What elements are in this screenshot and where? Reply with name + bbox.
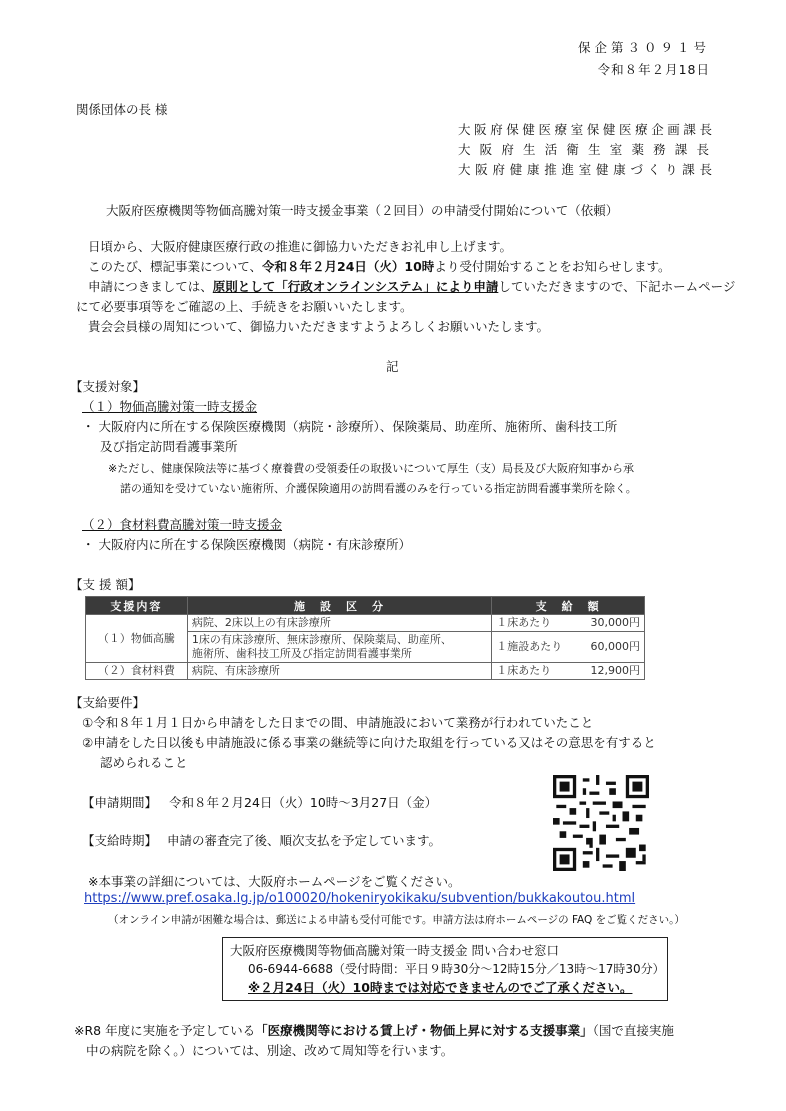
requirement-2-line2: 認められること: [100, 755, 188, 770]
online-application-note: （オンライン申請が困難な場合は、郵送による申請も受付可能です。申請方法は府ホームページの FAQ をご覧ください。）: [108, 914, 685, 926]
payment-label: 【支給時期】: [82, 833, 158, 848]
document-date: 令和８年２月18日: [597, 62, 710, 77]
body-paragraph-4: 貴会会員様の周知について、御協力いただきますようよろしくお願いいたします。: [88, 319, 550, 334]
requirement-2: ②申請をした日以後も申請施設に係る事業の継続等に向けた取組を行っている又はその意思を有すると: [82, 735, 656, 750]
group1-label: （１）物価高騰: [86, 615, 188, 663]
body-paragraph-3-line2: にて必要事項等をご確認の上、手続きをお願いいたします。: [76, 299, 413, 314]
body-paragraph-3: [88, 277, 735, 297]
online-system-note: 原則として「行政オンラインシステム」により申請: [212, 279, 499, 294]
target-sub1: （１）物価高騰対策一時支援金: [82, 399, 258, 414]
body-paragraph-2: [88, 257, 670, 277]
row3-amount: 12,900円: [590, 664, 640, 677]
target-note-line1: ※ただし、健康保険法等に基づく療養費の受領委任の取扱いについて厚生（支）局長及び大阪府知事から承: [108, 462, 634, 475]
footer-bold: 「医療機関等における賃上げ・物価上昇に対する支援事業」: [255, 1023, 593, 1038]
requirements-heading: 【支給要件】: [70, 695, 146, 710]
row2-amount: 60,000円: [590, 640, 640, 653]
group2-label: （２）食材料費: [86, 663, 188, 680]
application-period: [82, 793, 437, 811]
ki-marker: 記: [386, 359, 399, 374]
row3-amount-cell: [492, 663, 645, 680]
period-label: 【申請期間】: [82, 795, 158, 810]
row2-amount-cell: [492, 632, 645, 663]
payment-timing: [82, 831, 441, 849]
footer-note-line1: [74, 1021, 674, 1039]
support-amount-table: [85, 596, 645, 680]
target-note-line2: 諾の通知を受けていない施術所、介護保険適用の訪問看護のみを行っている指定訪問看護事業所を除く。: [120, 482, 637, 495]
row1-amount-cell: [492, 615, 645, 632]
row1-unit: １床あたり: [496, 616, 552, 629]
addressee: 関係団体の長 様: [76, 102, 168, 117]
row3-unit: １床あたり: [496, 664, 552, 677]
document-title: 大阪府医療機関等物価高騰対策一時支援金事業（２回目）の申請受付開始について（依頼）: [106, 203, 619, 218]
row3-facility: 病院、有床診療所: [187, 663, 491, 680]
payment-value: 申請の審査完了後、順次支払を予定しています。: [167, 833, 442, 848]
details-note: ※本事業の詳細については、大阪府ホームページをご覧ください。: [88, 874, 461, 889]
p3-post: していただきますので、下記ホームページ: [498, 279, 736, 294]
contact-title: 大阪府医療機関等物価高騰対策一時支援金 問い合わせ窓口: [230, 943, 559, 958]
footer-pre: ※R8 年度に実施を予定している: [74, 1023, 256, 1038]
contact-hours: （受付時間：平日９時30分～12時15分／13時～17時30分）: [333, 962, 665, 976]
row1-facility: 病院、2床以上の有床診療所: [187, 615, 491, 632]
document-number: 保企第３０９１号: [577, 40, 710, 55]
details-url-link[interactable]: https://www.pref.osaka.lg.jp/o100020/hokeniryokikaku/subvention/bukkakoutou.html: [84, 891, 636, 906]
target-item1: ・ 大阪府内に所在する保険医療機関（病院・診療所）、保険薬局、助産所、施術所、歯科技工所: [82, 419, 618, 434]
target-sub2: （２）食材料費高騰対策一時支援金: [82, 517, 283, 532]
contact-phone-line: [248, 960, 665, 977]
row2-unit: １施設あたり: [496, 640, 563, 653]
p2-post: より受付開始することをお知らせします。: [434, 259, 671, 274]
contact-warning: ※２月24日（火）10時までは対応できませんのでご了承ください。: [248, 980, 633, 995]
row2-facility-line2: 施術所、歯科技工所及び指定訪問看護事業所: [191, 647, 412, 660]
footer-post: （国で直接実施: [592, 1023, 674, 1038]
sender-2: 大阪府生活衛生室薬務課長: [458, 142, 712, 157]
period-value: 令和８年２月24日（火）10時～3月27日（金）: [169, 795, 438, 810]
sender-3: 大阪府健康推進室健康づくり課長: [458, 162, 712, 177]
p3-pre: 申請につきましては、: [88, 279, 213, 294]
row2-facility-line1: 1床の有床診療所、無床診療所、保険薬局、助産所、: [191, 633, 452, 646]
table-row: [86, 663, 645, 680]
footer-note-line2: 中の病院を除く。）については、別途、改めて周知等を行います。: [86, 1043, 454, 1058]
qr-code-icon: [553, 775, 649, 871]
body-paragraph-1: 日頃から、大阪府健康医療行政の推進に御協力いただきお礼申し上げます。: [88, 239, 513, 254]
target-heading: 【支援対象】: [70, 379, 146, 394]
contact-phone: 06-6944-6688: [248, 962, 334, 976]
header-support-content: 支援内容: [86, 597, 188, 615]
requirement-1: ①令和８年１月１日から申請をした日までの間、申請施設において業務が行われていたこと: [82, 715, 594, 730]
target-item1-line2: 及び指定訪問看護事業所: [100, 439, 238, 454]
header-facility-category: 施 設 区 分: [187, 597, 491, 615]
header-payment-amount: 支 給 額: [492, 597, 645, 615]
row1-amount: 30,000円: [590, 616, 640, 629]
table-header-row: [86, 597, 645, 615]
target-item2: ・ 大阪府内に所在する保険医療機関（病院・有床診療所）: [82, 537, 411, 552]
sender-1: 大阪府保健医療室保健医療企画課長: [458, 122, 712, 137]
start-datetime: 令和８年２月24日（火）10時: [262, 259, 435, 274]
amount-heading: 【支 援 額】: [70, 577, 141, 592]
row2-facility: [187, 632, 491, 663]
table-row: [86, 615, 645, 632]
p2-pre: このたび、標記事業について、: [88, 259, 263, 274]
